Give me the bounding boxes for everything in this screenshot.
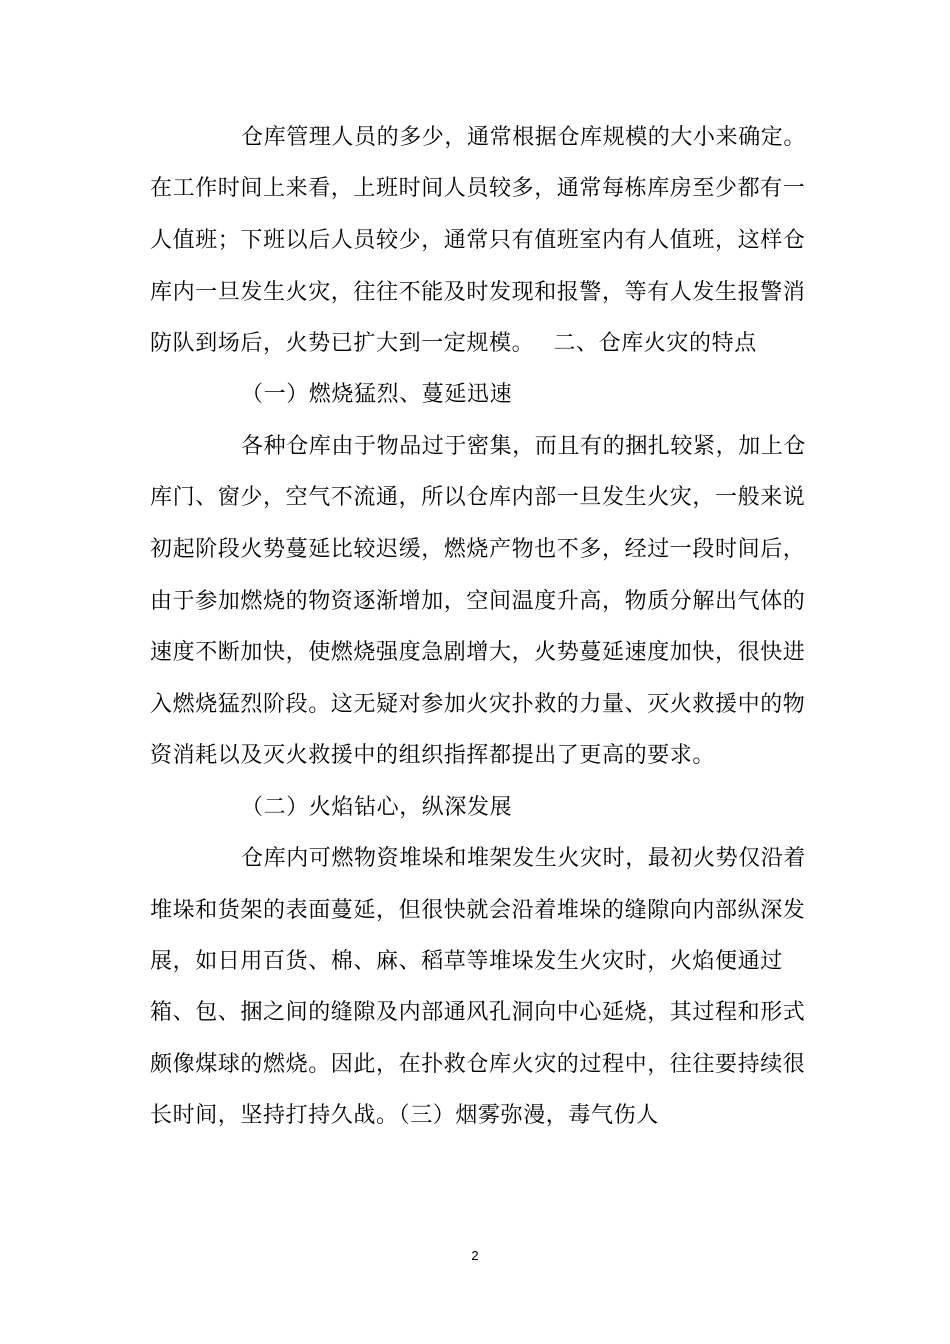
paragraph-line-19: 颇像煤球的燃烧。因此，在扑救仓库火灾的过程中，往往要持续很: [150, 1052, 806, 1077]
paragraph-line-8: 库门、窗少，空气不流通，所以仓库内部一旦发生火灾，一般来说: [150, 485, 806, 510]
section-heading-2: （二）火焰钻心，纵深发展: [241, 795, 513, 820]
paragraph-line-4: 库内一旦发生火灾，往往不能及时发现和报警，等有人发生报警消: [150, 280, 806, 305]
paragraph-line-11: 速度不断加快，使燃烧强度急剧增大，火势蔓延速度加快，很快进: [150, 640, 806, 665]
paragraph-line-1: 仓库管理人员的多少，通常根据仓库规模的大小来确定。: [241, 125, 807, 150]
paragraph-line-15: 仓库内可燃物资堆垛和堆架发生火灾时，最初火势仅沿着: [241, 846, 807, 871]
page-number: 2: [471, 1248, 479, 1263]
section-heading-1: （一）燃烧猛烈、蔓延迅速: [241, 382, 513, 407]
paragraph-line-7: 各种仓库由于物品过于密集，而且有的捆扎较紧，加上仓: [241, 434, 807, 459]
paragraph-line-5: 防队到场后，火势已扩大到一定规模。 二、仓库火灾的特点: [150, 331, 757, 356]
paragraph-line-13: 资消耗以及灭火救援中的组织指挥都提出了更高的要求。: [150, 743, 716, 768]
paragraph-line-2: 在工作时间上来看，上班时间人员较多，通常每栋库房至少都有一: [150, 176, 806, 201]
paragraph-line-10: 由于参加燃烧的物资逐渐增加，空间温度升高，物质分解出气体的: [150, 589, 806, 614]
paragraph-line-20: 长时间，坚持打持久战。（三）烟雾弥漫，毒气伤人: [150, 1103, 659, 1128]
paragraph-line-18: 箱、包、捆之间的缝隙及内部通风孔洞向中心延烧，其过程和形式: [150, 1000, 806, 1025]
paragraph-line-12: 入燃烧猛烈阶段。这无疑对参加火灾扑救的力量、灭火救援中的物: [150, 692, 806, 717]
paragraph-line-16: 堆垛和货架的表面蔓延，但很快就会沿着堆垛的缝隙向内部纵深发: [150, 898, 806, 923]
paragraph-line-3: 人值班；下班以后人员较少，通常只有值班室内有人值班，这样仓: [150, 228, 806, 253]
paragraph-line-9: 初起阶段火势蔓延比较迟缓，燃烧产物也不多，经过一段时间后，: [150, 537, 806, 562]
paragraph-line-17: 展，如日用百货、棉、麻、稻草等堆垛发生火灾时，火焰便通过: [150, 949, 783, 974]
